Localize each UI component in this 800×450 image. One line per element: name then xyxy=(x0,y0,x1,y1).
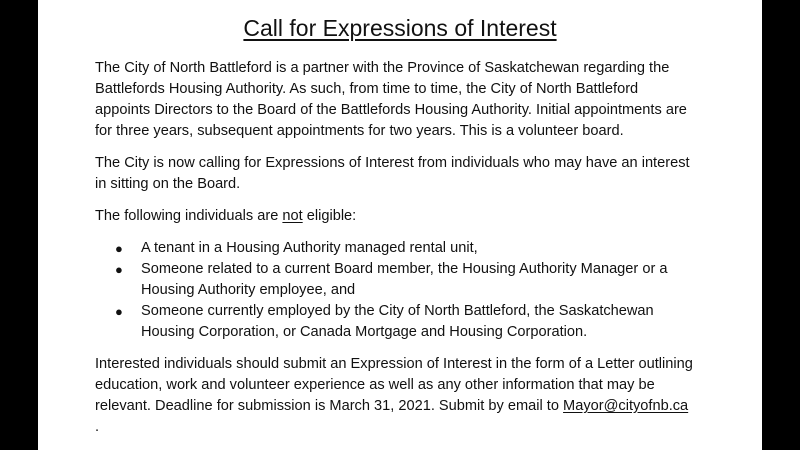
submission-paragraph xyxy=(95,354,695,438)
bullet-icon: ● xyxy=(115,304,123,319)
call-paragraph: The City is now calling for Expressions of Interest from individuals who may have an interest in sitting on the Board. xyxy=(95,155,690,192)
submission-end: . xyxy=(95,419,100,435)
list-item xyxy=(115,238,695,259)
list-item xyxy=(115,301,695,343)
bullet-icon: ● xyxy=(115,241,123,256)
list-item-text: A tenant in a Housing Authority managed rental unit, xyxy=(141,240,478,256)
list-item-text: Someone currently employed by the City of North Battleford, the Saskatchewan Housing Corporation, or Canada Mortgage and Housing Corporation. xyxy=(141,303,654,340)
document-body xyxy=(95,58,695,449)
intro-paragraph: The City of North Battleford is a partner with the Province of Saskatchewan regarding the Battlefords Housing Authority. As such, from time to time, the City of North Battleford appoints Directors to the Board of the Battlefords Housing Authority. Initial appointments are for three years, subsequent appointments for two years. This is a volunteer board. xyxy=(95,60,687,139)
eligibility-suffix: eligible: xyxy=(302,208,357,224)
bullet-icon: ● xyxy=(115,262,123,277)
document-page xyxy=(38,0,762,450)
eligibility-prefix: The following individuals are xyxy=(95,208,283,224)
eligibility-heading xyxy=(95,206,695,227)
email-link[interactable]: Mayor@cityofnb.ca xyxy=(563,398,689,414)
document-title: Call for Expressions of Interest xyxy=(243,15,557,41)
list-item xyxy=(115,259,695,301)
submission-text: Interested individuals should submit an Expression of Interest in the form of a Letter outlining education, work and volunteer experience as well as any other information that may be relevant. Deadline for submission is March 31, 2021. Submit by email to xyxy=(95,356,693,414)
eligibility-emphasis: not xyxy=(282,208,303,224)
list-item-text: Someone related to a current Board member, the Housing Authority Manager or a Housing Authority employee, and xyxy=(141,261,668,298)
ineligible-list xyxy=(95,238,695,343)
